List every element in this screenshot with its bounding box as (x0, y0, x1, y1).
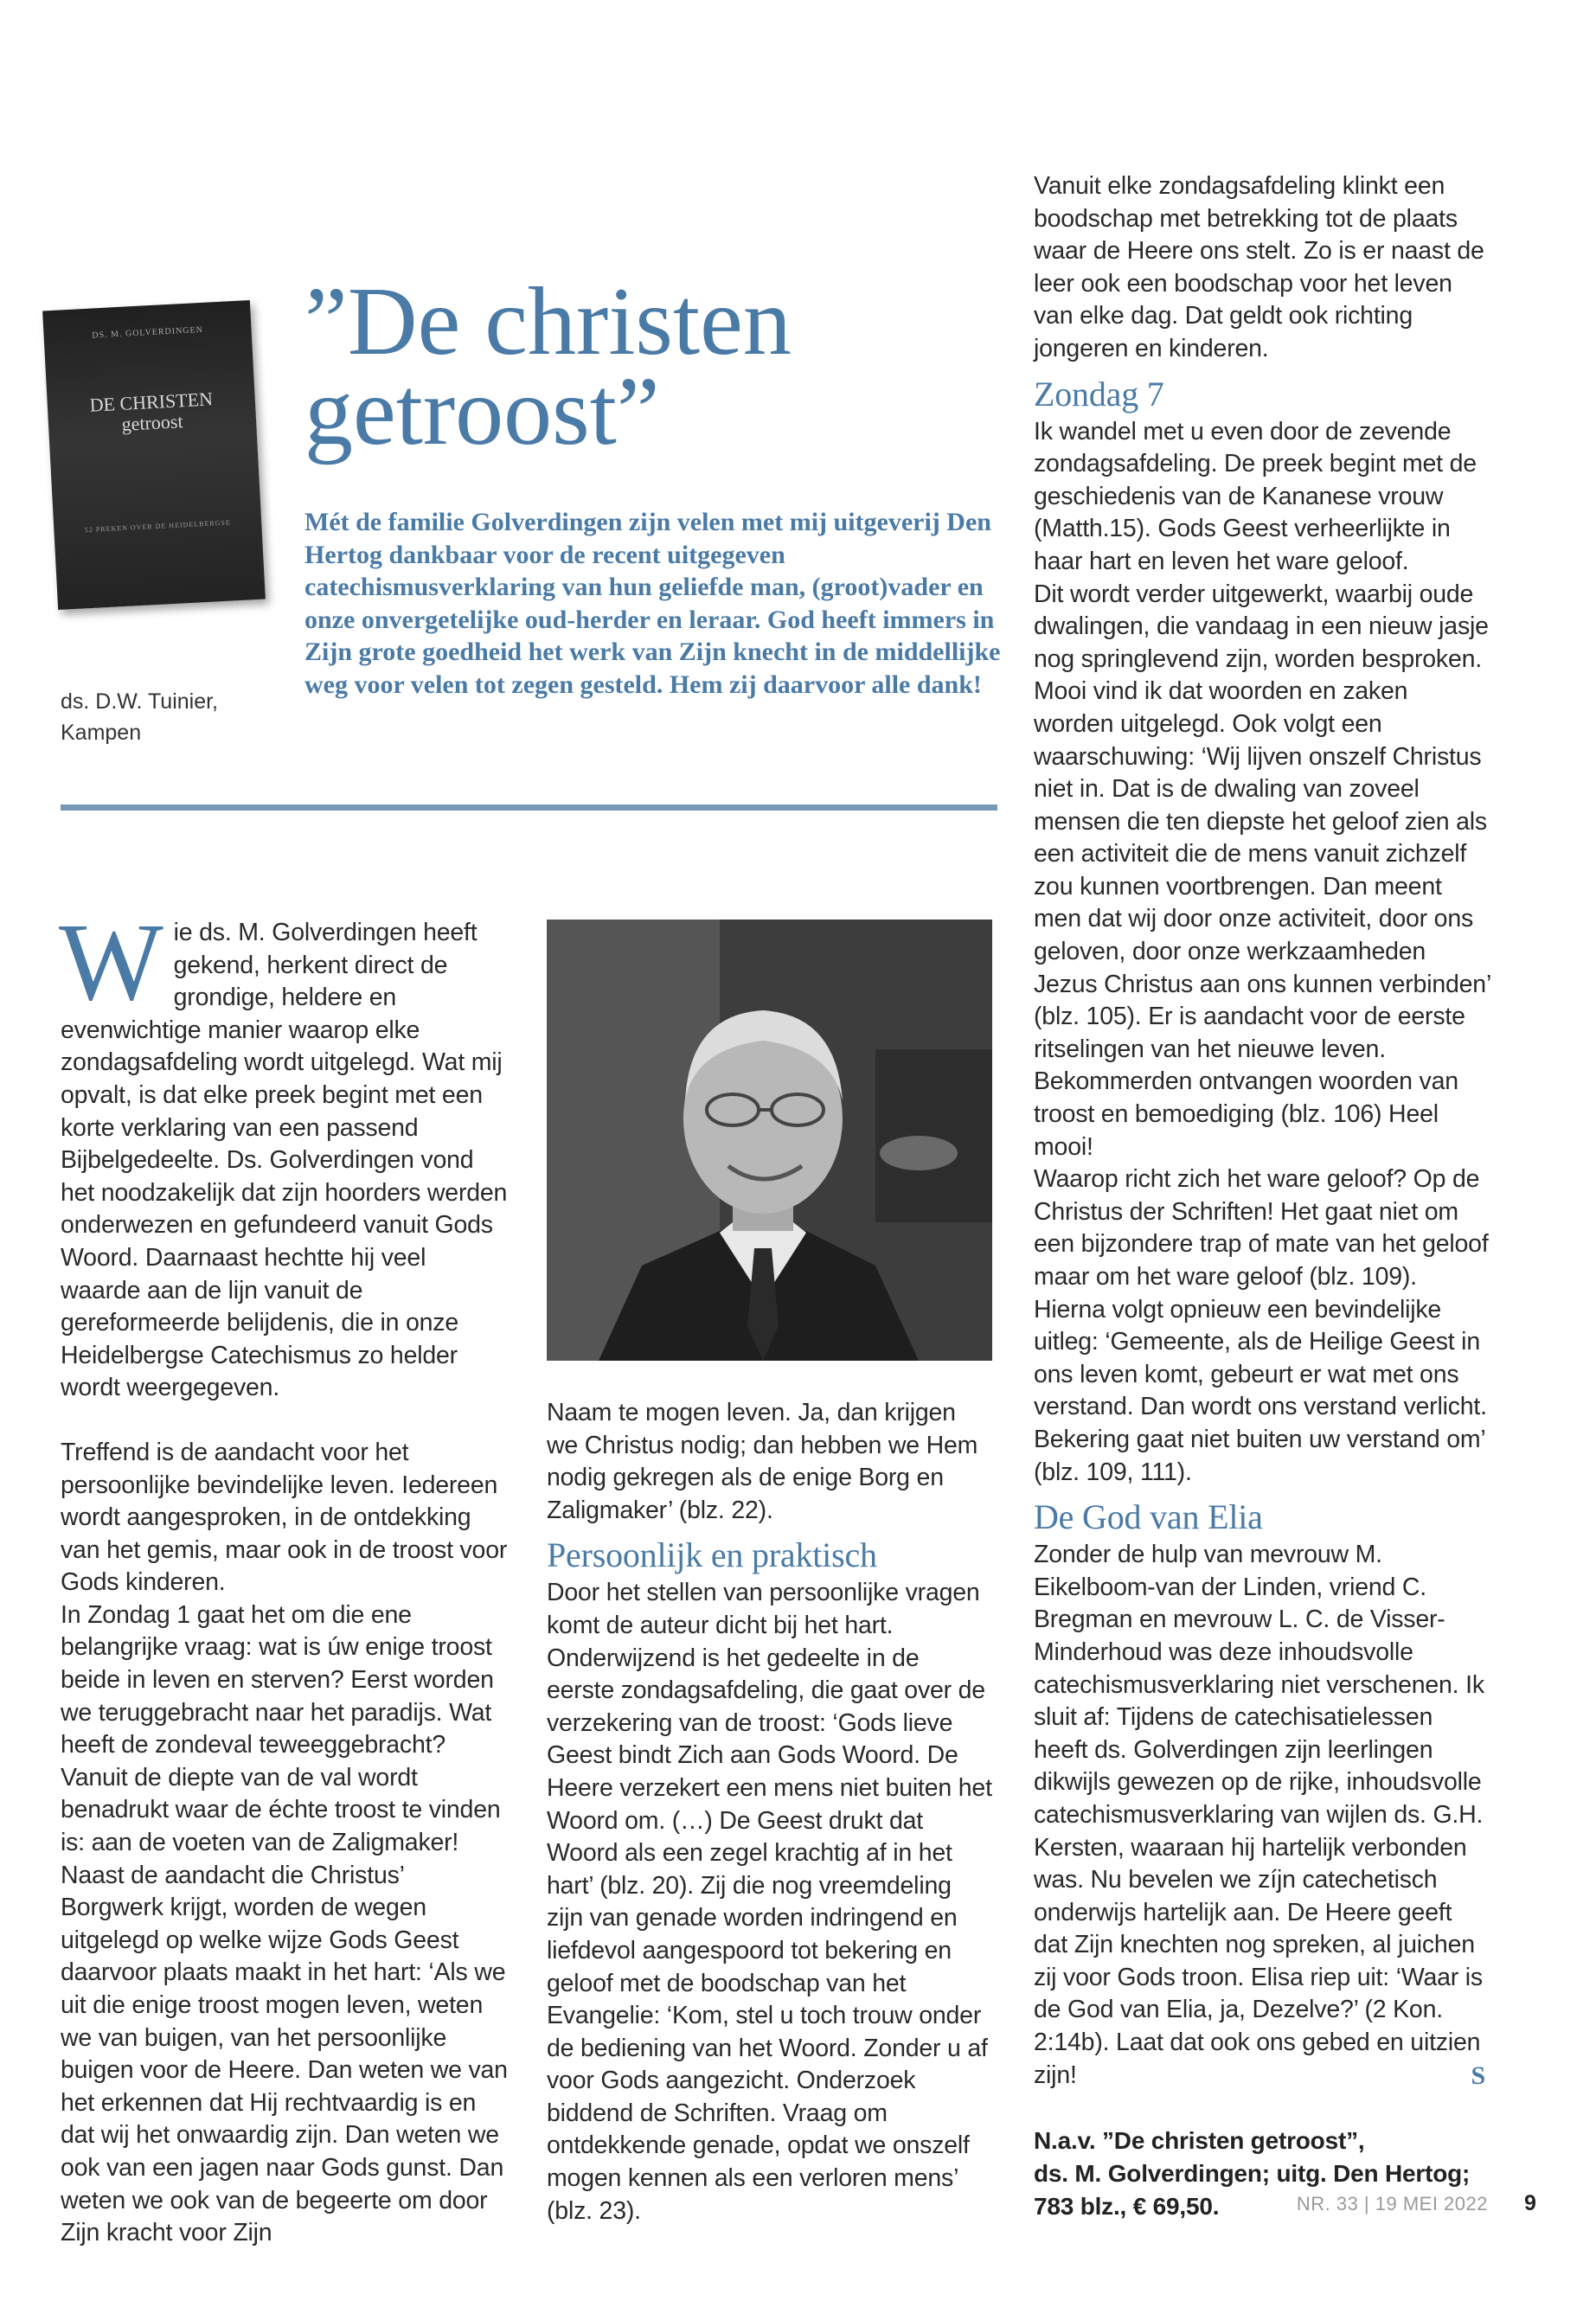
subheading-zondag-7: Zondag 7 (1034, 374, 1164, 413)
book-info-line3: 783 blz., € 69,50. (1034, 2193, 1220, 2221)
paragraph-closing (1034, 1539, 1492, 2092)
paragraph: Waarop richt zich het ware geloof? Op de Christus der Schriften! Het gaat niet om een bijzondere trap of mate van het geloof maar om het ware geloof (blz. 109). Hierna volgt opnieuw een bevindelijke uitleg: ‘Gemeente, als de Heilige Geest in ons leven komt, gebeurt er wat met ons verstand. Dan wordt ons verstand verlicht. Bekering gaat niet buiten uw verstand om’ (blz. 109, 111). (1034, 1165, 1489, 1486)
page-number: 9 (1524, 2191, 1536, 2215)
paragraph: Naast de aandacht die Christus’ Borgwerk krijgt, worden de wegen uitgelegd op welke wijze Gods Geest daarvoor plaats maakt in het hart: ‘Als we uit die enige troost mogen leven, weten we van buigen, van het persoonlijke buigen voor de Heere. Dan weten we van het erkennen dat Hij rechtvaardig is en dat wij het onwaardig zijn. Dan weten we ook van een jagen naar Gods gunst. Dan weten we ook van de begeerte om door Zijn kracht voor Zijn (61, 1861, 508, 2247)
column-left (59, 901, 510, 2250)
portrait-illustration (547, 920, 992, 1361)
book-cover-title-line2: getroost (120, 410, 184, 435)
book-cover-image (42, 300, 266, 610)
book-cover-title (47, 387, 256, 439)
column-right (1034, 170, 1492, 2223)
article-title (304, 268, 979, 465)
subheading-persoonlijk: Persoonlijk en praktisch (547, 1535, 877, 1575)
paragraph-opening (59, 901, 510, 1405)
column-middle (547, 1397, 992, 2227)
book-cover-author: DS. M. GOLVERDINGEN (92, 324, 204, 341)
drop-cap: W (59, 901, 163, 1023)
paragraph: Dit wordt verder uitgewerkt, waarbij oude dwalingen, die vandaag in een nieuw jasje nog springlevend zijn, worden besproken. Mooi vind ik dat woorden en zaken worden uitgelegd. Ook volgt een waarschuwing: ‘Wij lijven onszelf Christus niet in. Dat is de dwaling van zoveel mensen die ten diepste het geloof zien als een activiteit die de mens vanuit zichzelf zou kunnen voortbrengen. Dan meent men dat wij door onze activiteit, door ons geloven, door onze werkzaamheden Jezus Christus aan ons kunnen verbinden’ (blz. 105). Er is aandacht voor de eerste ritselingen van het nieuwe leven. Bekommerden ontvangen woorden van troost en bemoediging (blz. 106) Heel mooi! (1034, 580, 1491, 1161)
paragraph: Treffend is de aandacht voor het persoonlijke bevindelijke leven. Iedereen wordt aangesproken, in de ontdekking van het gemis, maar ook in de troost voor Gods kinderen. (61, 1438, 508, 1597)
paragraph: Naam te mogen leven. Ja, dan krijgen we Christus nodig; dan hebben we Hem nodig gekregen als de enige Borg en Zaligmaker’ (blz. 22). (547, 1399, 978, 1524)
subheading-god-van-elia: De God van Elia (1034, 1497, 1263, 1537)
article-title-line2: getroost” (304, 358, 660, 465)
paragraph: Vanuit elke zondagsafdeling klinkt een boodschap met betrekking tot de plaats waar de Heere ons stelt. Zo is er naast de leer ook een boodschap voor het leven van elke dag. Dat geldt ook richting jongeren en kinderen. (1034, 172, 1484, 362)
closing-text: Zonder de hulp van mevrouw M. Eikelboom-van der Linden, vriend C. Bregman en mevrouw L. C. de Visser-Minderhoud was deze inhoudsvolle catechismusverklaring niet verschenen. Ik sluit af: Tijdens de catechisatielessen heeft ds. Golverdingen zijn leerlingen dikwijls gewezen op de rijke, inhoudsvolle catechismusverklaring van wijlen ds. G.H. Kersten, waaraan hij hartelijk verbonden was. Nu bevelen we zíjn catechetisch onderwijs hartelijk aan. De Heere geeft dat Zijn knechten nog spreken, al juichen zij voor Gods troon. Elisa riep uit: ‘Waar is de God van Elia, ja, Dezelve?’ (2 Kon. 2:14b). Laat dat ook ons gebed en uitzien zijn! (1034, 1541, 1484, 2089)
end-mark-icon: S (1471, 2061, 1485, 2090)
opening-text: ie ds. M. Golverdingen heeft gekend, herkent direct de grondige, heldere en evenwichtige manier waarop elke zondagsafdeling wordt uitgelegd. Wat mij opvalt, is dat elke preek begint met een korte verklaring van een passend Bijbelgedeelte. Ds. Golverdingen vond het noodzakelijk dat zijn hoorders werden onderwezen en gefundeerd vanuit Gods Woord. Daarnaast hechtte hij veel waarde aan de lijn vanuit de gereformeerde belijdenis, die in onze Heidelbergse Catechismus zo helder wordt weergegeven. (61, 919, 508, 1402)
article-title-line1: ”De christen (304, 268, 792, 375)
title-divider (61, 804, 997, 811)
paragraph: Ik wandel met u even door de zevende zondagsafdeling. De preek begint met de geschiedenis van de Kananese vrouw (Matth.15). Gods Geest verheerlijkte in haar hart en leven het ware geloof. (1034, 417, 1477, 575)
article-intro: Mét de familie Golverdingen zijn velen met mij uitgeverij Den Hertog dankbaar voor de recent uitgegeven catechismusverklaring van hun geliefde man, (groot)vader en onze onvergetelijke oud-herder en leraar. God heeft immers in Zijn grote goedheid het werk van Zijn knecht in de middellijke weg voor velen tot zegen gesteld. Hem zij daarvoor alle dank! (304, 508, 1001, 699)
paragraph: Door het stellen van persoonlijke vragen komt de auteur dicht bij het hart. Onderwijzend is het gedeelte in de eerste zondagsafdeling, die gaat over de verzekering van de troost: ‘Gods lieve Geest bindt Zich aan Gods Woord. De Heere verzekert een mens niet buiten het Woord om. (…) De Geest drukt dat Woord als een zegel krachtig af in het hart’ (blz. 20). Zij die nog vreemdeling zijn van genade worden indringend en liefdevol aangespoord tot bekering en geloof met de boodschap van het Evangelie: ‘Kom, stel u toch trouw onder de bediening van het Woord. Zonder u af voor Gods aangezicht. Onderzoek biddend de Schriften. Vraag om ontdekkende genade, opdat we onszelf mogen kennen als een verloren mens’ (blz. 23). (547, 1579, 992, 2225)
author-name: ds. D.W. Tuinier, (61, 689, 219, 714)
book-info-line1: N.a.v. ”De christen getroost”, (1034, 2127, 1365, 2155)
book-cover-subtitle: 52 PREKEN OVER DE HEIDELBERGSE (84, 518, 231, 535)
author-location: Kampen (61, 721, 142, 745)
book-cover-title-line1: DE CHRISTEN (89, 388, 214, 416)
author-byline (61, 686, 268, 748)
author-portrait-photo (547, 920, 992, 1361)
issue-info: NR. 33 | 19 MEI 2022 (1296, 2193, 1488, 2214)
paragraph: In Zondag 1 gaat het om die ene belangrijke vraag: wat is úw enige troost beide in leven en sterven? Eerst worden we teruggebracht naar het paradijs. Wat heeft de zondeval teweeggebracht? Vanuit de diepte van de val wordt benadrukt waar de échte troost te vinden is: aan de voeten van de Zaligmaker! (61, 1600, 501, 1857)
book-info-line2: ds. M. Golverdingen; uitg. Den Hertog; (1034, 2160, 1471, 2188)
